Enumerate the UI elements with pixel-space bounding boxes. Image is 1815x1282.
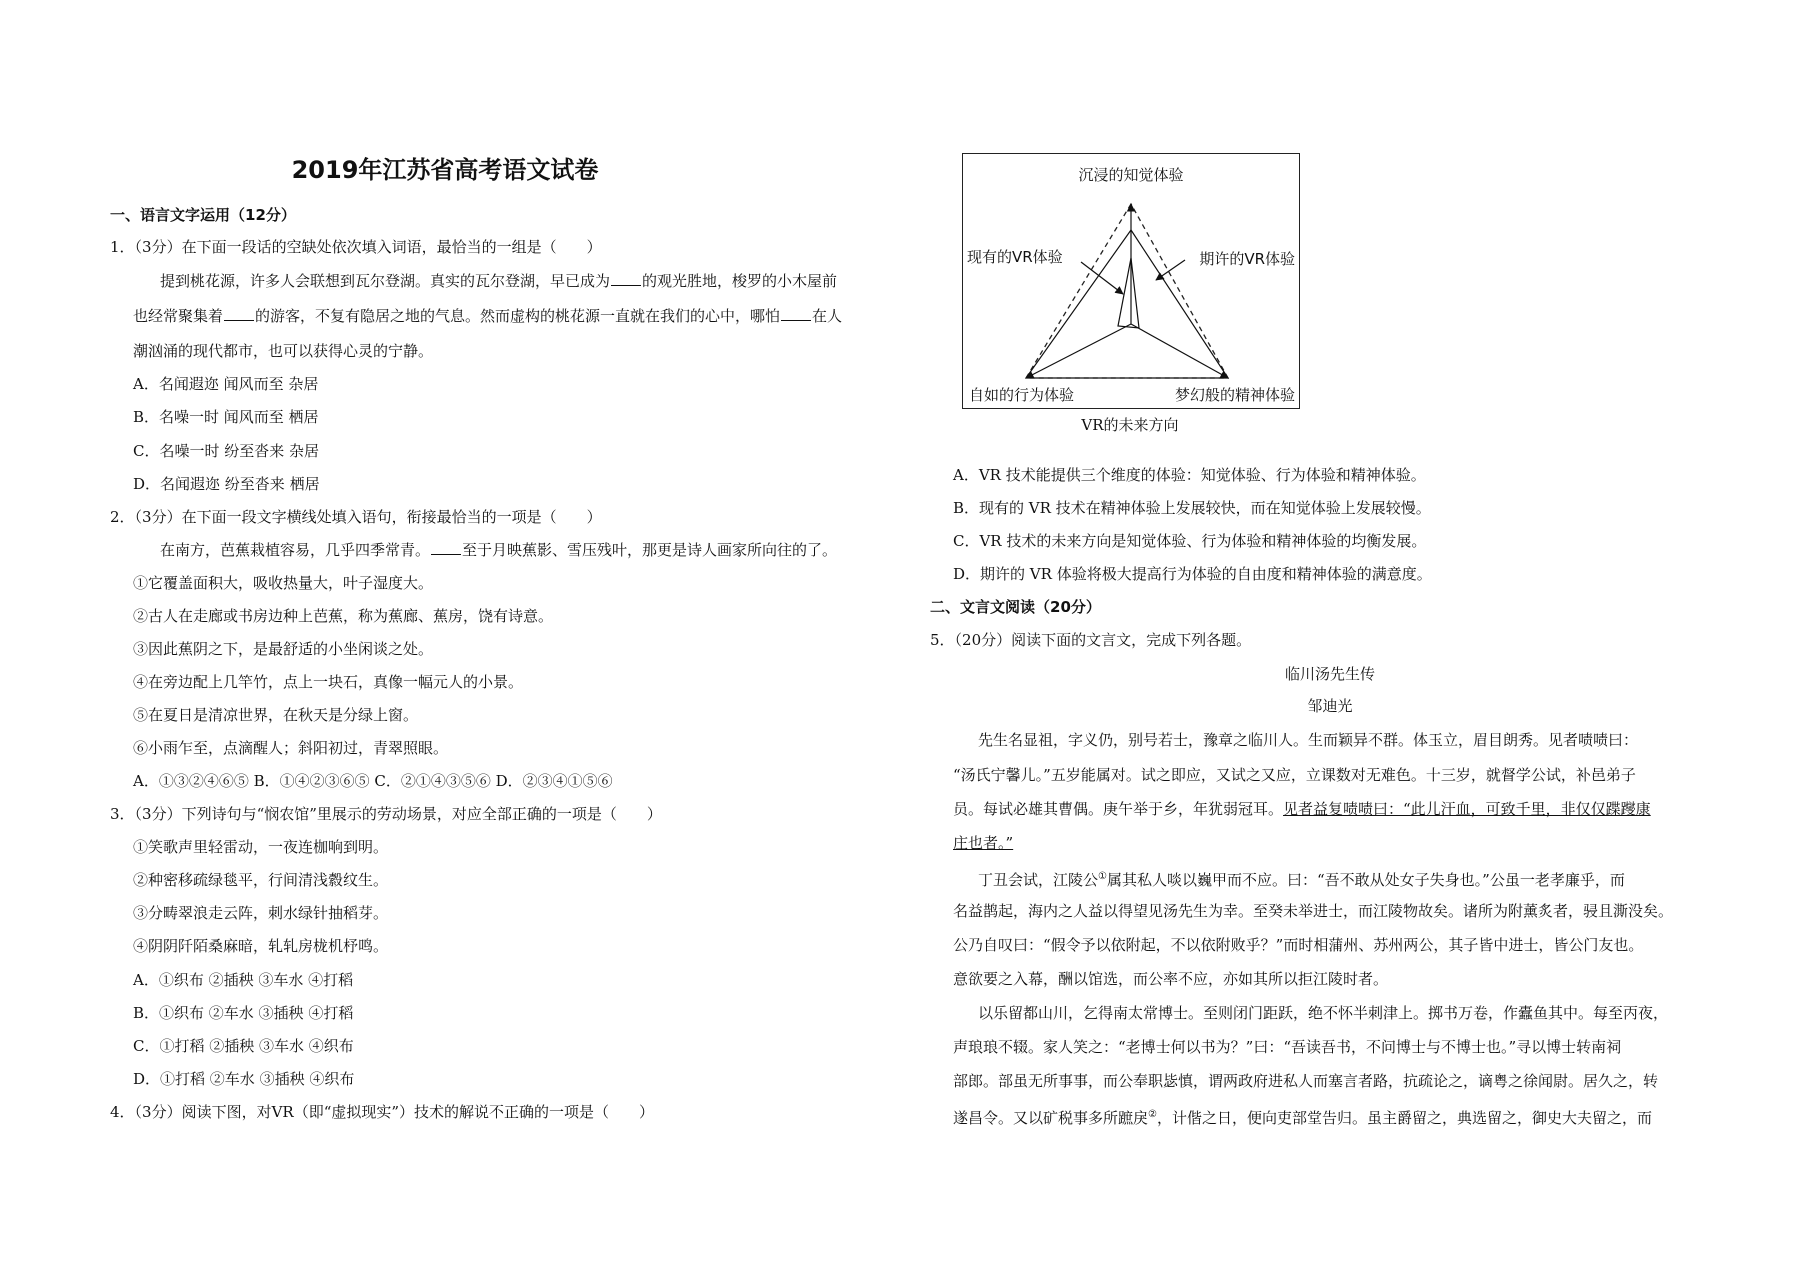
essay-paragraph-line: 丁丑会试，江陵公①属其私人啖以巍甲而不应。曰：“吾不敢从处女子失身也。”公虽一老孝廉乎，而: [978, 871, 1625, 889]
question-3-item: ③分畴翠浪走云阵，刺水绿针抽稻芽。: [133, 904, 389, 922]
essay-author: 邹迪光: [1307, 697, 1353, 715]
section-heading-2: 二、文言文阅读（20分）: [930, 598, 1101, 616]
underlined-sentence: 见者益复啧啧曰：“此儿汗血，可致千里，非仅仅蹀躞康: [1283, 800, 1651, 818]
question-1-option: D．名闻遐迩 纷至沓来 栖居: [133, 475, 320, 493]
essay-paragraph-line: 遂昌令。又以矿税事多所蹠戾②，计偕之日，便向吏部堂告归。虽主爵留之，典选留之，御史大夫留之，而: [953, 1109, 1652, 1127]
question-1-passage-line: 潮汹涌的现代都市，也可以获得心灵的宁静。: [133, 342, 434, 360]
question-5-stem: 5．（20分）阅读下面的文言文，完成下列各题。: [930, 631, 1252, 649]
question-3-option: A．①织布 ②插秧 ③车水 ④打稻: [133, 971, 354, 989]
label-expected-vr: 期许的VR体验: [1199, 250, 1295, 268]
question-3-item: ①笑歌声里轻雷动，一夜连枷响到明。: [133, 838, 389, 856]
vr-diagram: [962, 153, 1300, 409]
question-2-item: ④在旁边配上几竿竹，点上一块石，真像一幅元人的小景。: [133, 673, 524, 691]
pointer-expected: [1156, 260, 1185, 280]
label-perception: 沉浸的知觉体验: [1078, 166, 1184, 184]
essay-paragraph-line: 意欲要之入幕，酬以馆选，而公率不应，亦如其所以拒江陵时者。: [953, 970, 1389, 988]
essay-paragraph-line: 先生名显祖，字义仍，别号若士，豫章之临川人。生而颖异不群。体玉立，眉目朗秀。见者啧啧曰：: [978, 731, 1639, 749]
question-3-item: ②种密移疏绿毯平，行间清浅縠纹生。: [133, 871, 389, 889]
fill-blank: [781, 306, 811, 321]
fill-blank: [431, 540, 461, 555]
label-behavior: 自如的行为体验: [969, 386, 1075, 404]
essay-paragraph-line: 名益鹊起，海内之人益以得望见汤先生为幸。至癸未举进士，而江陵物故矣。诸所为附薰炙者，骎且澌没矣。: [953, 902, 1674, 920]
question-2-item: ⑤在夏日是清凉世界，在秋天是分绿上窗。: [133, 706, 419, 724]
question-2-stem: 2．（3分）在下面一段文字横线处填入语句，衔接最恰当的一项是（ ）: [110, 508, 602, 526]
question-1-passage-line: 提到桃花源，许多人会联想到瓦尔登湖。真实的瓦尔登湖，早已成为 的观光胜地，梭罗的小木屋前: [160, 272, 838, 290]
question-1-option: C．名噪一时 纷至沓来 杂居: [133, 442, 320, 460]
question-4-option: C．VR 技术的未来方向是知觉体验、行为体验和精神体验的均衡发展。: [953, 532, 1427, 550]
figure-caption: VR的未来方向: [1081, 416, 1179, 434]
question-4-option: A．VR 技术能提供三个维度的体验：知觉体验、行为体验和精神体验。: [953, 466, 1426, 484]
essay-paragraph-line: 部郎。部虽无所事事，而公奉职毖慎，谓两政府进私人而塞言者路，抗疏论之，谪粤之徐闻尉。居久之，转: [953, 1072, 1659, 1090]
essay-paragraph-line: 公乃自叹曰：“假令予以依附起，不以依附败乎？”而时相蒲州、苏州两公，其子皆中进士，皆公门友也。: [953, 936, 1644, 954]
essay-paragraph-line: 以乐留都山川，乞得南太常博士。至则闭门距跃，绝不怀半刺津上。掷书万卷，作蠹鱼其中。每至丙夜，: [978, 1004, 1669, 1022]
question-3-option: C．①打稻 ②插秧 ③车水 ④织布: [133, 1037, 354, 1055]
question-2-options: A．①③②④⑥⑤ B．①④②③⑥⑤ C．②①④③⑤⑥ D．②③④①⑤⑥: [133, 772, 613, 790]
question-4-option: B．现有的 VR 技术在精神体验上发展较快，而在知觉体验上发展较慢。: [953, 499, 1431, 517]
question-1-passage-line: 也经常聚集着 的游客，不复有隐居之地的气息。然而虚构的桃花源一直就在我们的心中，哪怕 在人: [133, 307, 843, 325]
question-2-item: ①它覆盖面积大，吸收热量大，叶子湿度大。: [133, 574, 434, 592]
question-4-option: D．期许的 VR 体验将极大提高行为体验的自由度和精神体验的满意度。: [953, 565, 1432, 583]
label-spiritual: 梦幻般的精神体验: [1174, 386, 1295, 404]
question-3-option: B．①织布 ②车水 ③插秧 ④打稻: [133, 1004, 354, 1022]
footnote-marker: ①: [1098, 871, 1107, 882]
question-2-item: ②古人在走廊或书房边种上芭蕉，称为蕉廊、蕉房，饶有诗意。: [133, 607, 554, 625]
fill-blank: [611, 271, 641, 286]
essay-paragraph-line: 员。每试必雄其曹偶。庚午举于乡，年犹弱冠耳。见者益复啧啧曰：“此儿汗血，可致千里，非仅仅蹀躞康: [953, 800, 1651, 818]
question-2-item: ③因此蕉阴之下，是最舒适的小坐闲谈之处。: [133, 640, 434, 658]
essay-paragraph-line: 声琅琅不辍。家人笑之：“老博士何以书为？”曰：“吾读吾书，不问博士与不博士也。”寻以博士转南祠: [953, 1038, 1622, 1056]
pointer-current: [1081, 262, 1123, 294]
vr-diagram-svg: [963, 154, 1299, 408]
section-heading-1: 一、语言文字运用（12分）: [110, 206, 296, 224]
question-4-stem: 4．（3分）阅读下图，对VR（即“虚拟现实”）技术的解说不正确的一项是（ ）: [110, 1103, 655, 1121]
dashed-outer-triangle: [1026, 204, 1228, 378]
question-1-option: B．名噪一时 闻风而至 栖居: [133, 408, 319, 426]
footnote-marker: ②: [1148, 1109, 1157, 1120]
question-3-item: ④阴阴阡陌桑麻暗，轧轧房栊机杼鸣。: [133, 937, 389, 955]
question-3-option: D．①打稻 ②车水 ③插秧 ④织布: [133, 1070, 355, 1088]
question-3-stem: 3．（3分）下列诗句与“悯农馆”里展示的劳动场景，对应全部正确的一项是（ ）: [110, 805, 662, 823]
question-2-passage: 在南方，芭蕉栽植容易，几乎四季常青。 至于月映蕉影、雪压残叶，那更是诗人画家所向往的了。: [160, 541, 838, 559]
question-2-item: ⑥小雨乍至，点滴醒人；斜阳初过，青翠照眼。: [133, 739, 449, 757]
essay-paragraph-line: “汤氏宁馨儿。”五岁能属对。试之即应，又试之又应，立课数对无难色。十三岁，就督学公试，补邑弟子: [953, 766, 1636, 784]
fill-blank: [224, 306, 254, 321]
label-current-vr: 现有的VR体验: [967, 248, 1063, 266]
underlined-sentence: 庄也者。”: [953, 834, 1014, 852]
page-title: 2019年江苏省高考语文试卷: [291, 156, 599, 184]
essay-title: 临川汤先生传: [1284, 665, 1375, 683]
question-1-stem: 1．（3分）在下面一段话的空缺处依次填入词语，最恰当的一组是（ ）: [110, 238, 602, 256]
question-1-option: A．名闻遐迩 闻风而至 杂居: [133, 375, 319, 393]
